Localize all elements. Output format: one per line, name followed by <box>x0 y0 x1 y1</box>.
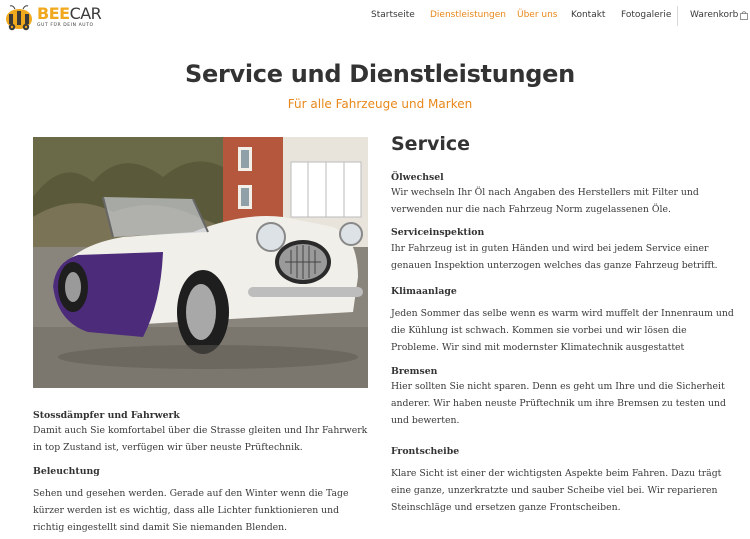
classic-car-photo <box>33 137 368 388</box>
car-photo-illustration <box>33 137 368 388</box>
nav-item-dienstleistungen[interactable]: Dienstleistungen <box>430 10 507 20</box>
page-subtitle: Für alle Fahrzeuge und Marken <box>287 97 473 111</box>
serviceinspektion-title: Serviceinspektion <box>391 227 485 238</box>
service-heading: Service <box>391 133 470 155</box>
brand-tagline: GUT FÜR DEIN AUTO <box>37 23 94 28</box>
bremsen-title: Bremsen <box>391 366 438 377</box>
beleuchtung-title: Beleuchtung <box>33 466 100 477</box>
main-nav <box>0 0 750 32</box>
nav-item-ueber-uns[interactable]: Über uns <box>517 10 558 20</box>
frontscheibe-title: Frontscheibe <box>391 446 460 457</box>
oelwechsel-title: Ölwechsel <box>391 172 444 183</box>
brand-name-bee: BEE <box>37 4 70 23</box>
klimaanlage-text: Jeden Sommer das selbe wenn es warm wird muffelt der Innenraum und die Kühlung ist schwach. Kommen sie vorbei und wir lösen die Probleme. Wir sind mit modernster Klimatechnik ausgestattet <box>391 308 734 353</box>
stossdaempfer-title: Stossdämpfer und Fahrwerk <box>33 410 180 421</box>
nav-item-warenkorb[interactable]: Warenkorb <box>690 10 739 20</box>
frontscheibe-text: Klare Sicht ist einer der wichtigsten Aspekte beim Fahren. Dazu trägt eine ganze, unzerkratzte und sauber Scheibe viel bei. Wir reparieren Steinschläge und ersetzen ganze Frontscheiben. <box>391 468 722 513</box>
serviceinspektion-text: Ihr Fahrzeug ist in guten Händen und wird bei jedem Service einer genauen Inspektion unterzogen welches das ganze Fahrzeug betrifft. <box>391 243 718 271</box>
nav-divider <box>677 6 678 26</box>
nav-item-fotogalerie[interactable]: Fotogalerie <box>621 10 672 20</box>
brand-name-car: CAR <box>69 4 102 23</box>
page-title: Service und Dienstleistungen <box>185 60 575 88</box>
site-header <box>0 0 750 32</box>
oelwechsel-text: Wir wechseln Ihr Öl nach Angaben des Herstellers mit Filter und verwenden nur die nach Fahrzeug Norm zugelassenen Öle. <box>391 187 699 215</box>
shopping-bag-icon[interactable] <box>740 11 748 20</box>
nav-item-startseite[interactable]: Startseite <box>371 10 415 20</box>
nav-item-kontakt[interactable]: Kontakt <box>571 10 606 20</box>
klimaanlage-title: Klimaanlage <box>391 286 457 297</box>
beleuchtung-text: Sehen und gesehen werden. Gerade auf den Winter wenn die Tage kürzer werden ist es wichtig, dass alle Lichter funktionieren und richtig eingestellt sind damit Sie niemanden Blenden. <box>33 488 349 533</box>
bremsen-text: Hier sollten Sie nicht sparen. Denn es geht um Ihre und die Sicherheit anderer. Wir haben neuste Prüftechnik um ihre Bremsen zu testen und und bewerten. <box>391 381 726 426</box>
stossdaempfer-text: Damit auch Sie komfortabel über die Strasse gleiten und Ihr Fahrwerk in top Zustand ist, verfügen wir über neuste Prüftechnik. <box>33 425 368 453</box>
